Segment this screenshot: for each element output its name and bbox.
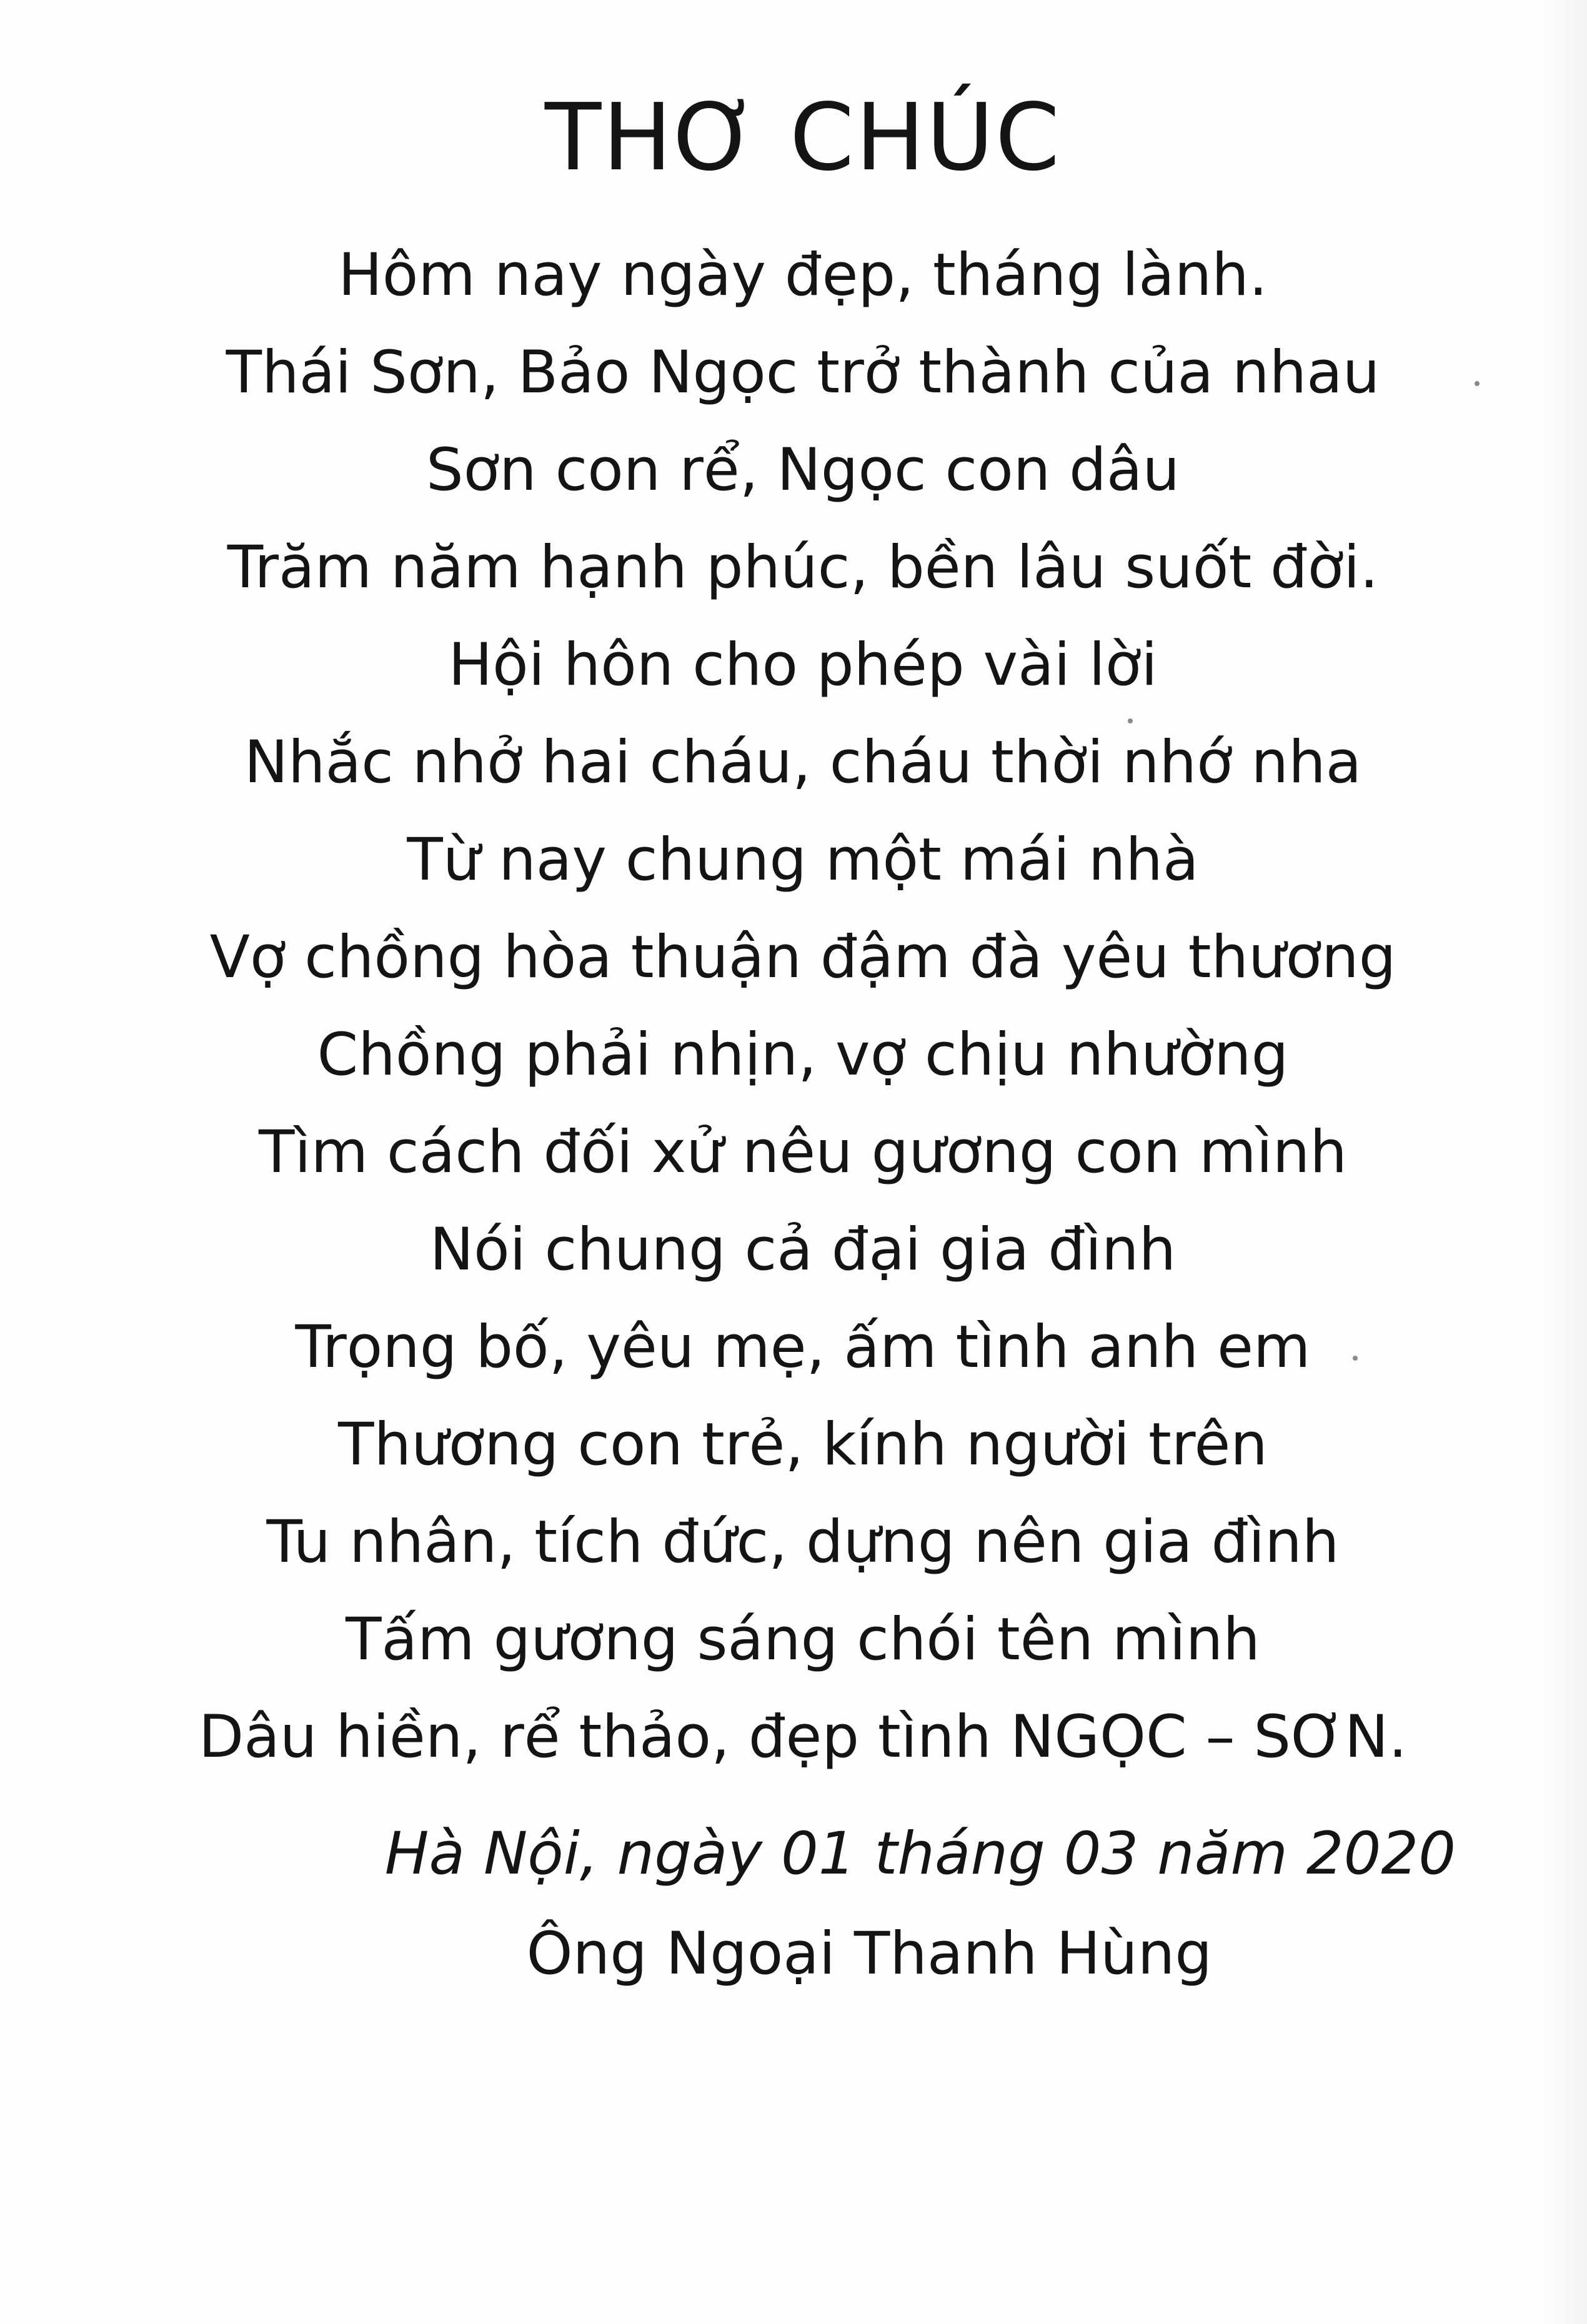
poem-line: Trăm năm hạnh phúc, bền lâu suốt đời. [227, 534, 1379, 602]
date-line: Hà Nội, ngày 01 tháng 03 năm 2020 [384, 1820, 1456, 1888]
scan-speck [1128, 718, 1133, 723]
scan-speck [1353, 1356, 1358, 1361]
poem-line: Tìm cách đối xử nêu gương con mình [259, 1118, 1347, 1186]
poem-line: Vợ chồng hòa thuận đậm đà yêu thương [209, 923, 1396, 991]
poem-line: Dâu hiền, rể thảo, đẹp tình NGỌC – SƠN. [198, 1703, 1408, 1771]
poem-body [0, 227, 1587, 1786]
poem-line: Hôm nay ngày đẹp, tháng lành. [338, 241, 1268, 309]
poem-line: Nói chung cả đại gia đình [429, 1216, 1177, 1284]
signature-line: Ông Ngoại Thanh Hùng [526, 1920, 1212, 1988]
poem-line: Sơn con rể, Ngọc con dâu [425, 436, 1180, 504]
poem-line: Thương con trẻ, kính người trên [338, 1411, 1268, 1479]
poem-line: Chồng phải nhịn, vợ chịu nhường [317, 1021, 1289, 1089]
poem-line: Trọng bố, yêu mẹ, ấm tình anh em [295, 1313, 1311, 1381]
scan-speck [1475, 381, 1480, 386]
poem-line: Thái Sơn, Bảo Ngọc trở thành của nhau [226, 339, 1380, 407]
poem-line: Nhắc nhở hai cháu, cháu thời nhớ nha [244, 728, 1362, 797]
poem-line: Hội hôn cho phép vài lời [448, 631, 1158, 699]
poem-line: Tu nhân, tích đức, dựng nên gia đình [266, 1508, 1340, 1576]
poem-line: Từ nay chung một mái nhà [407, 826, 1199, 894]
poem-line: Tấm gương sáng chói tên mình [346, 1606, 1260, 1674]
poem-title: THƠ CHÚC [544, 84, 1062, 191]
